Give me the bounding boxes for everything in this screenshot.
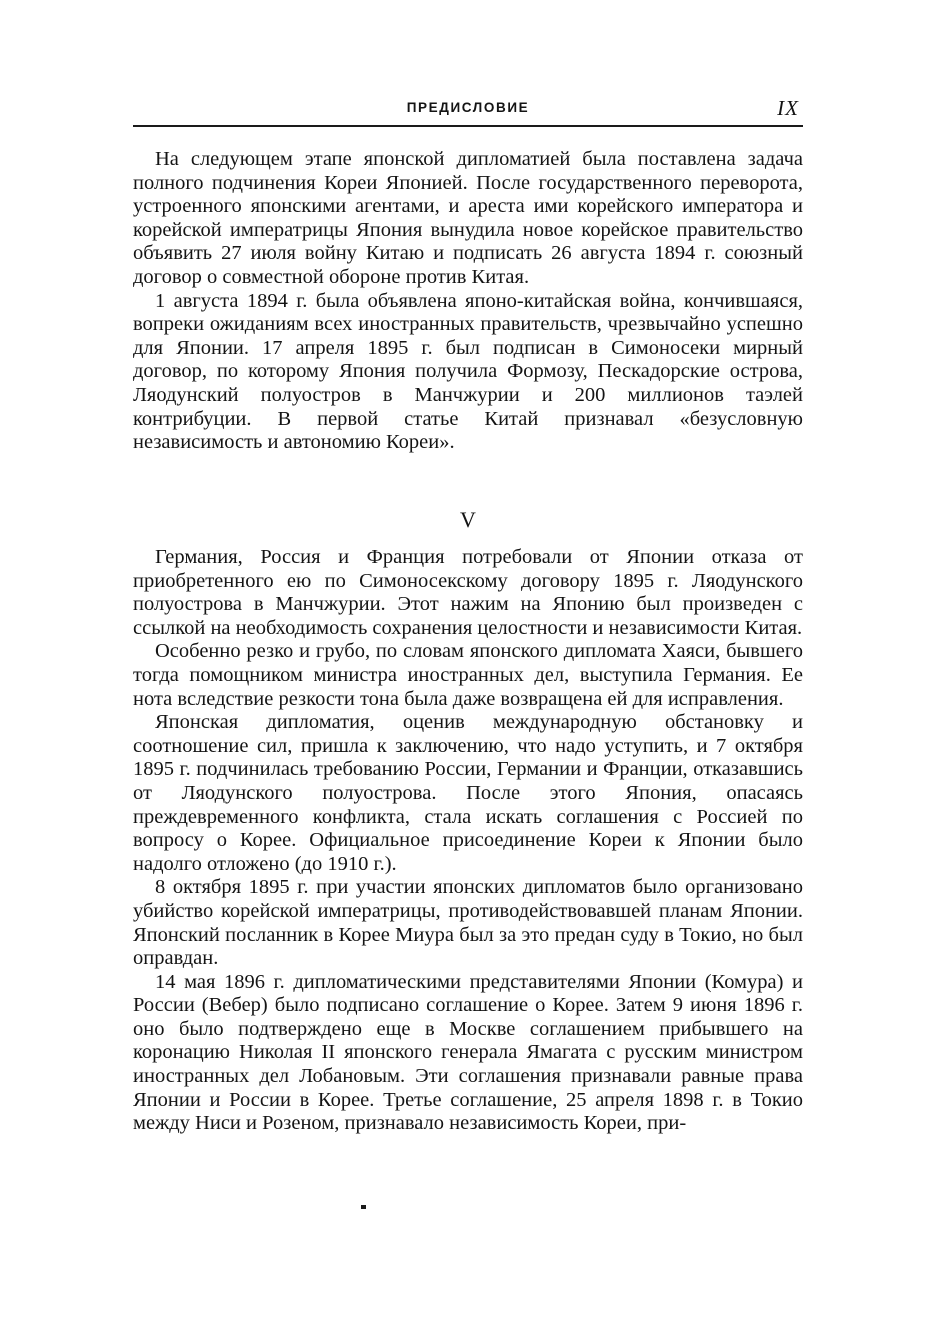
- paragraph: 1 августа 1894 г. была объявлена японо-китайская война, кончившаяся, вопреки ожиданиям всех иностранных правительств, чрезвычайно успешно для Японии. 17 апреля 1895 г. был подписан в Симоносеки мирный договор, по которому Япония получила Формозу, Пескадорские острова, Ляодунский полуостров в Манчжурии и 200 миллионов таэлей контрибуции. В первой статье Китай признавал «безусловную независимость и автономию Кореи».: [133, 289, 803, 454]
- paragraph: Японская дипломатия, оценив международную обстановку и соотношение сил, пришла к заключению, что надо уступить, и 7 октября 1895 г. подчинилась требованию России, Германии и Франции, отказавшись от Ляодунского полуострова. После этого Япония, опасаясь преждевременного конфликта, стала искать соглашения с Россией по вопросу о Корее. Официальное присоединение Кореи к Японии было надолго отложено (до 1910 г.).: [133, 711, 803, 875]
- running-title: ПРЕДИСЛОВИЕ: [406, 100, 530, 115]
- text-block-after-section: [133, 546, 803, 1136]
- paragraph: Германия, Россия и Франция потребовали от Японии отказа от приобретенного ею по Симоносекскому договору 1895 г. Ляодунского полуострова в Манчжурии. Этот нажим на Японию был произведен с ссылкой на необходимость сохранения целостности и независимости Китая.: [133, 546, 803, 639]
- section-heading: V: [460, 507, 476, 532]
- page-number: IX: [777, 96, 799, 120]
- paragraph: 8 октября 1895 г. при участии японских дипломатов было организовано убийство корейской императрицы, противодействовавшей планам Японии. Японский посланник в Корее Миура был за это предан суду в Токио, но был оправдан.: [133, 876, 803, 970]
- paragraph: 14 мая 1896 г. дипломатическими представителями Японии (Комура) и России (Вебер) было подписано соглашение о Корее. Затем 9 июня 1896 г. оно было подтверждено еще в Москве соглашением прибывшего на коронацию Николая II японского генерала Ямагата с русским министром иностранных дел Лобановым. Эти соглашения признавали равные права Японии и России в Корее. Третье соглашение, 25 апреля 1898 г. в Токио между Ниси и Розеном, признавало независимость Кореи, при-: [133, 970, 803, 1135]
- running-head: [133, 98, 803, 122]
- paragraph: Особенно резко и грубо, по словам японского дипломата Хаяси, бывшего тогда помощником министра иностранных дел, выступила Германия. Ее нота вследствие резкости тона была даже возвращена ей для исправления.: [133, 640, 803, 710]
- paragraph: На следующем этапе японской дипломатией была поставлена задача полного подчинения Кореи Японией. После государственного переворота, устроенного японскими агентами, и ареста ими корейского императора и корейской императрицы Япония вынудила новое корейское правительство объявить 27 июля войну Китаю и подписать 26 августа 1894 г. союзный договор о совместной обороне против Китая.: [133, 148, 803, 288]
- text-block-before-section: [133, 148, 803, 455]
- header-rule: [133, 125, 803, 127]
- print-mark: [361, 1205, 366, 1209]
